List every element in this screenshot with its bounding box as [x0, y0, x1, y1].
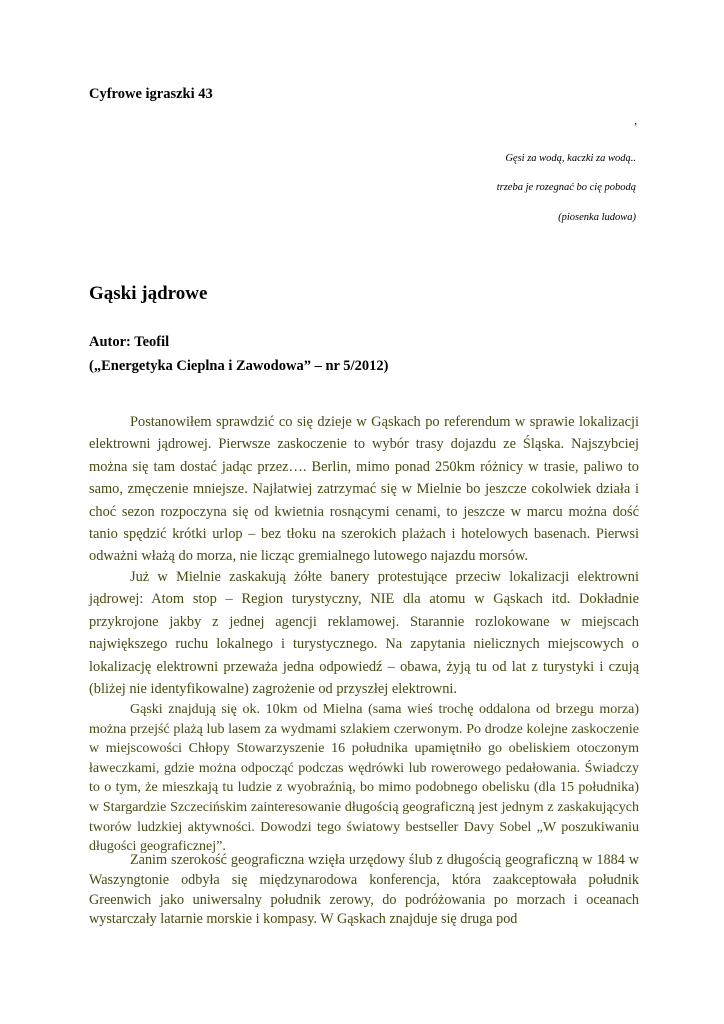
article-title: Gąski jądrowe [89, 283, 208, 304]
series-title: Cyfrowe igraszki 43 [89, 86, 213, 102]
article-author: Autor: Teofil [89, 334, 170, 350]
paragraph: Postanowiłem sprawdzić co się dzieje w Gąskach po referendum w sprawie lokalizacji elektrowni jądrowej. Pierwsze zaskoczenie to wybór trasy dojazdu ze Śląska. Najszybciej można się tam dostać jadąc przez…. Berlin, mimo ponad 250km różnicy w trasie, paliwo to samo, zmęczenie mniejsze. Najłatwiej zatrzymać się w Mielnie bo jeszcze cokolwiek działa i choć sezon rozpoczyna się od kwietnia rosnącymi cenami, to jeszcze w marcu można dość tanio spędzić krótki urlop – bez tłoku na szerokich plażach i hotelowych basenach. Pierwsi odważni włażą do morza, nie licząc gremialnego lutowego najazdu morsów. [89, 414, 639, 565]
paragraph: Gąski znajdują się ok. 10km od Mielna (sama wieś trochę oddalona od brzegu morza) można przejść plażą lub lasem za wydmami szlakiem czerwonym. Po drodze kolejne zaskoczenie w miejscowości Chłopy Stowarzyszenie 16 południka upamiętniło go obeliskiem otoczonym ławeczkami, gdzie można odpocząć podczas wędrówki lub rowerowego pedałowania. Świadczy to o tym, że mieszkają tu ludzie z wyobraźnią, bo mimo podobnego obelisku (dla 15 południka) w Stargardzie Szczecińskim zainteresowanie długością geograficzną jest jednym z zaskakujących tworów ludzkiej aktywności. Dowodzi tego światowy bestseller Davy Sobel „W poszukiwaniu długości geograficznej”. [89, 702, 639, 855]
stray-mark: ’ [633, 121, 637, 133]
motto-line-1: Gęsi za wodą, kaczki za wodą.. [505, 153, 636, 164]
paragraph: Zanim szerokość geograficzna wzięła urzędowy ślub z długością geograficzną w 1884 w Waszyngtonie odbyła się międzynarodowa konferencja, która zaakceptowała południk Greenwich jako uniwersalny południk zerowy, do podróżowania po morzach i oceanach wystarczały latarnie morskie i kompasy. W Gąskach znajduje się druga pod [89, 852, 639, 928]
article-source: („Energetyka Cieplna i Zawodowa” – nr 5/2012) [89, 358, 389, 374]
body-block-1 [89, 411, 639, 568]
body-block-2 [89, 566, 639, 700]
motto-line-2: trzeba je rozegnać bo cię pobodą [496, 182, 636, 193]
paragraph: Już w Mielnie zaskakują żółte banery protestujące przeciw lokalizacji elektrowni jądrowej: Atom stop – Region turystyczny, NIE dla atomu w Gąskach itd. Dokładnie przykrojone jakby z jednej agencji reklamowej. Starannie rozlokowane w miejscach największego ruchu lokalnego i turystycznego. Na zapytania nielicznych miejscowych o lokalizację elektrowni przeważa jedna odpowiedź – obawa, żyją tu od lat z turystyki i czują (bliżej nie identyfikowalne) zagrożenie od przyszłej elektrowni. [89, 569, 639, 698]
body-block-3 [89, 700, 639, 857]
motto-attribution: (piosenka ludowa) [558, 212, 636, 223]
body-block-4 [89, 851, 639, 930]
